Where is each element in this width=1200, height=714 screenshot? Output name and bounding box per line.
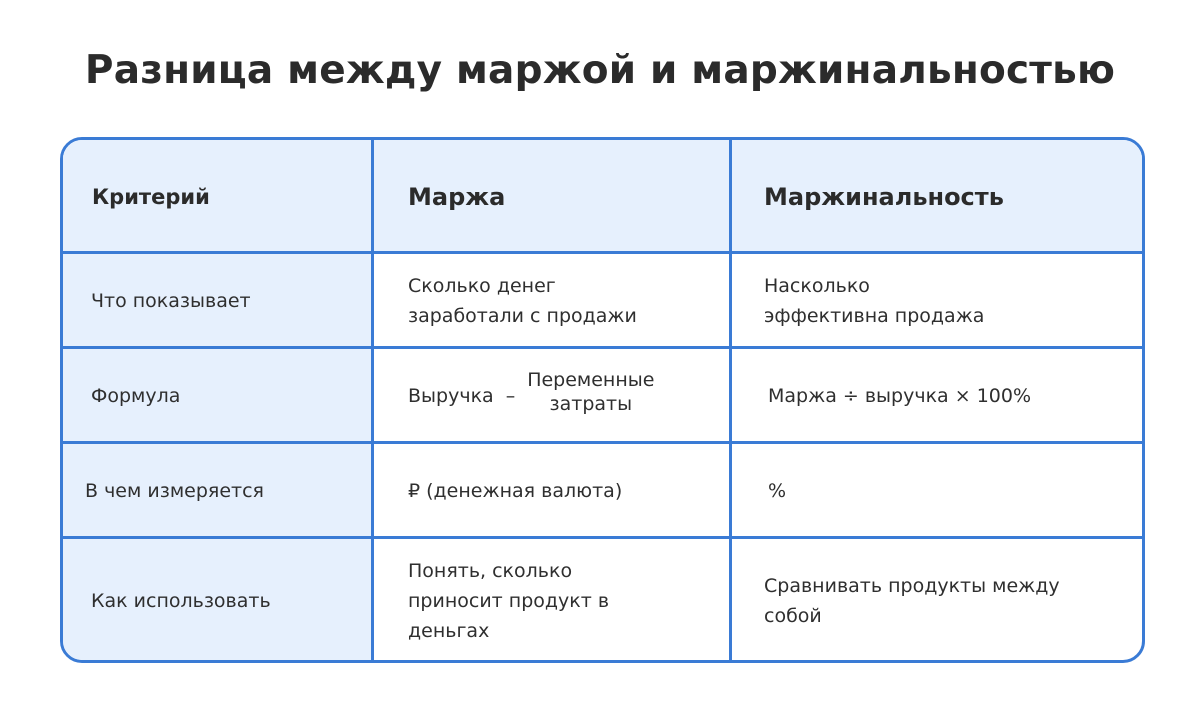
row-criterion: Что показывает	[63, 253, 371, 348]
row-marginality-text: Сравнивать продукты между собой	[764, 574, 1060, 627]
row-divider	[63, 536, 1142, 539]
row-criterion: В чем измеряется	[63, 443, 371, 538]
row-divider	[63, 251, 1142, 254]
row-margin-cell	[374, 538, 729, 663]
comparison-table	[60, 137, 1145, 663]
header-marginality: Маржинальность	[732, 140, 1145, 253]
formula-variable-costs	[527, 368, 654, 416]
formula-variable-costs-top: Переменные	[527, 368, 655, 391]
row-criterion: Как использовать	[63, 538, 371, 663]
row-marginality-text: Насколько эффективна продажа	[764, 274, 985, 327]
row-marginality-cell	[732, 538, 1145, 663]
row-marginality-cell	[732, 253, 1145, 348]
table-row	[63, 348, 1142, 443]
table-row	[63, 538, 1142, 663]
header-margin: Маржа	[374, 140, 729, 253]
row-margin-text: Сколько денег заработали с продажи	[408, 274, 637, 327]
table-header-row	[63, 140, 1142, 253]
row-margin-cell	[374, 253, 729, 348]
row-margin-cell	[374, 443, 729, 538]
formula-cell	[374, 348, 729, 443]
row-marginality-cell	[732, 443, 1145, 538]
row-divider	[63, 346, 1142, 349]
row-marginality-cell	[732, 348, 1145, 443]
header-criterion: Критерий	[63, 140, 371, 253]
page-title: Разница между маржой и маржинальностью	[84, 48, 1116, 93]
formula-minus: –	[505, 384, 516, 407]
row-margin-text: ₽ (денежная валюта)	[408, 479, 623, 502]
row-margin-text: Понять, сколько приносит продукт в деньгах	[408, 559, 610, 642]
column-divider	[371, 140, 374, 660]
formula-variable-costs-bottom: затраты	[549, 392, 633, 415]
row-marginality-text: %	[768, 479, 787, 502]
formula	[408, 368, 655, 416]
table-row	[63, 443, 1142, 538]
row-marginality-text: Маржа ÷ выручка × 100%	[768, 384, 1032, 407]
column-divider	[729, 140, 732, 660]
table-row	[63, 253, 1142, 348]
row-divider	[63, 441, 1142, 444]
formula-revenue: Выручка	[408, 384, 494, 407]
row-criterion: Формула	[63, 348, 371, 443]
